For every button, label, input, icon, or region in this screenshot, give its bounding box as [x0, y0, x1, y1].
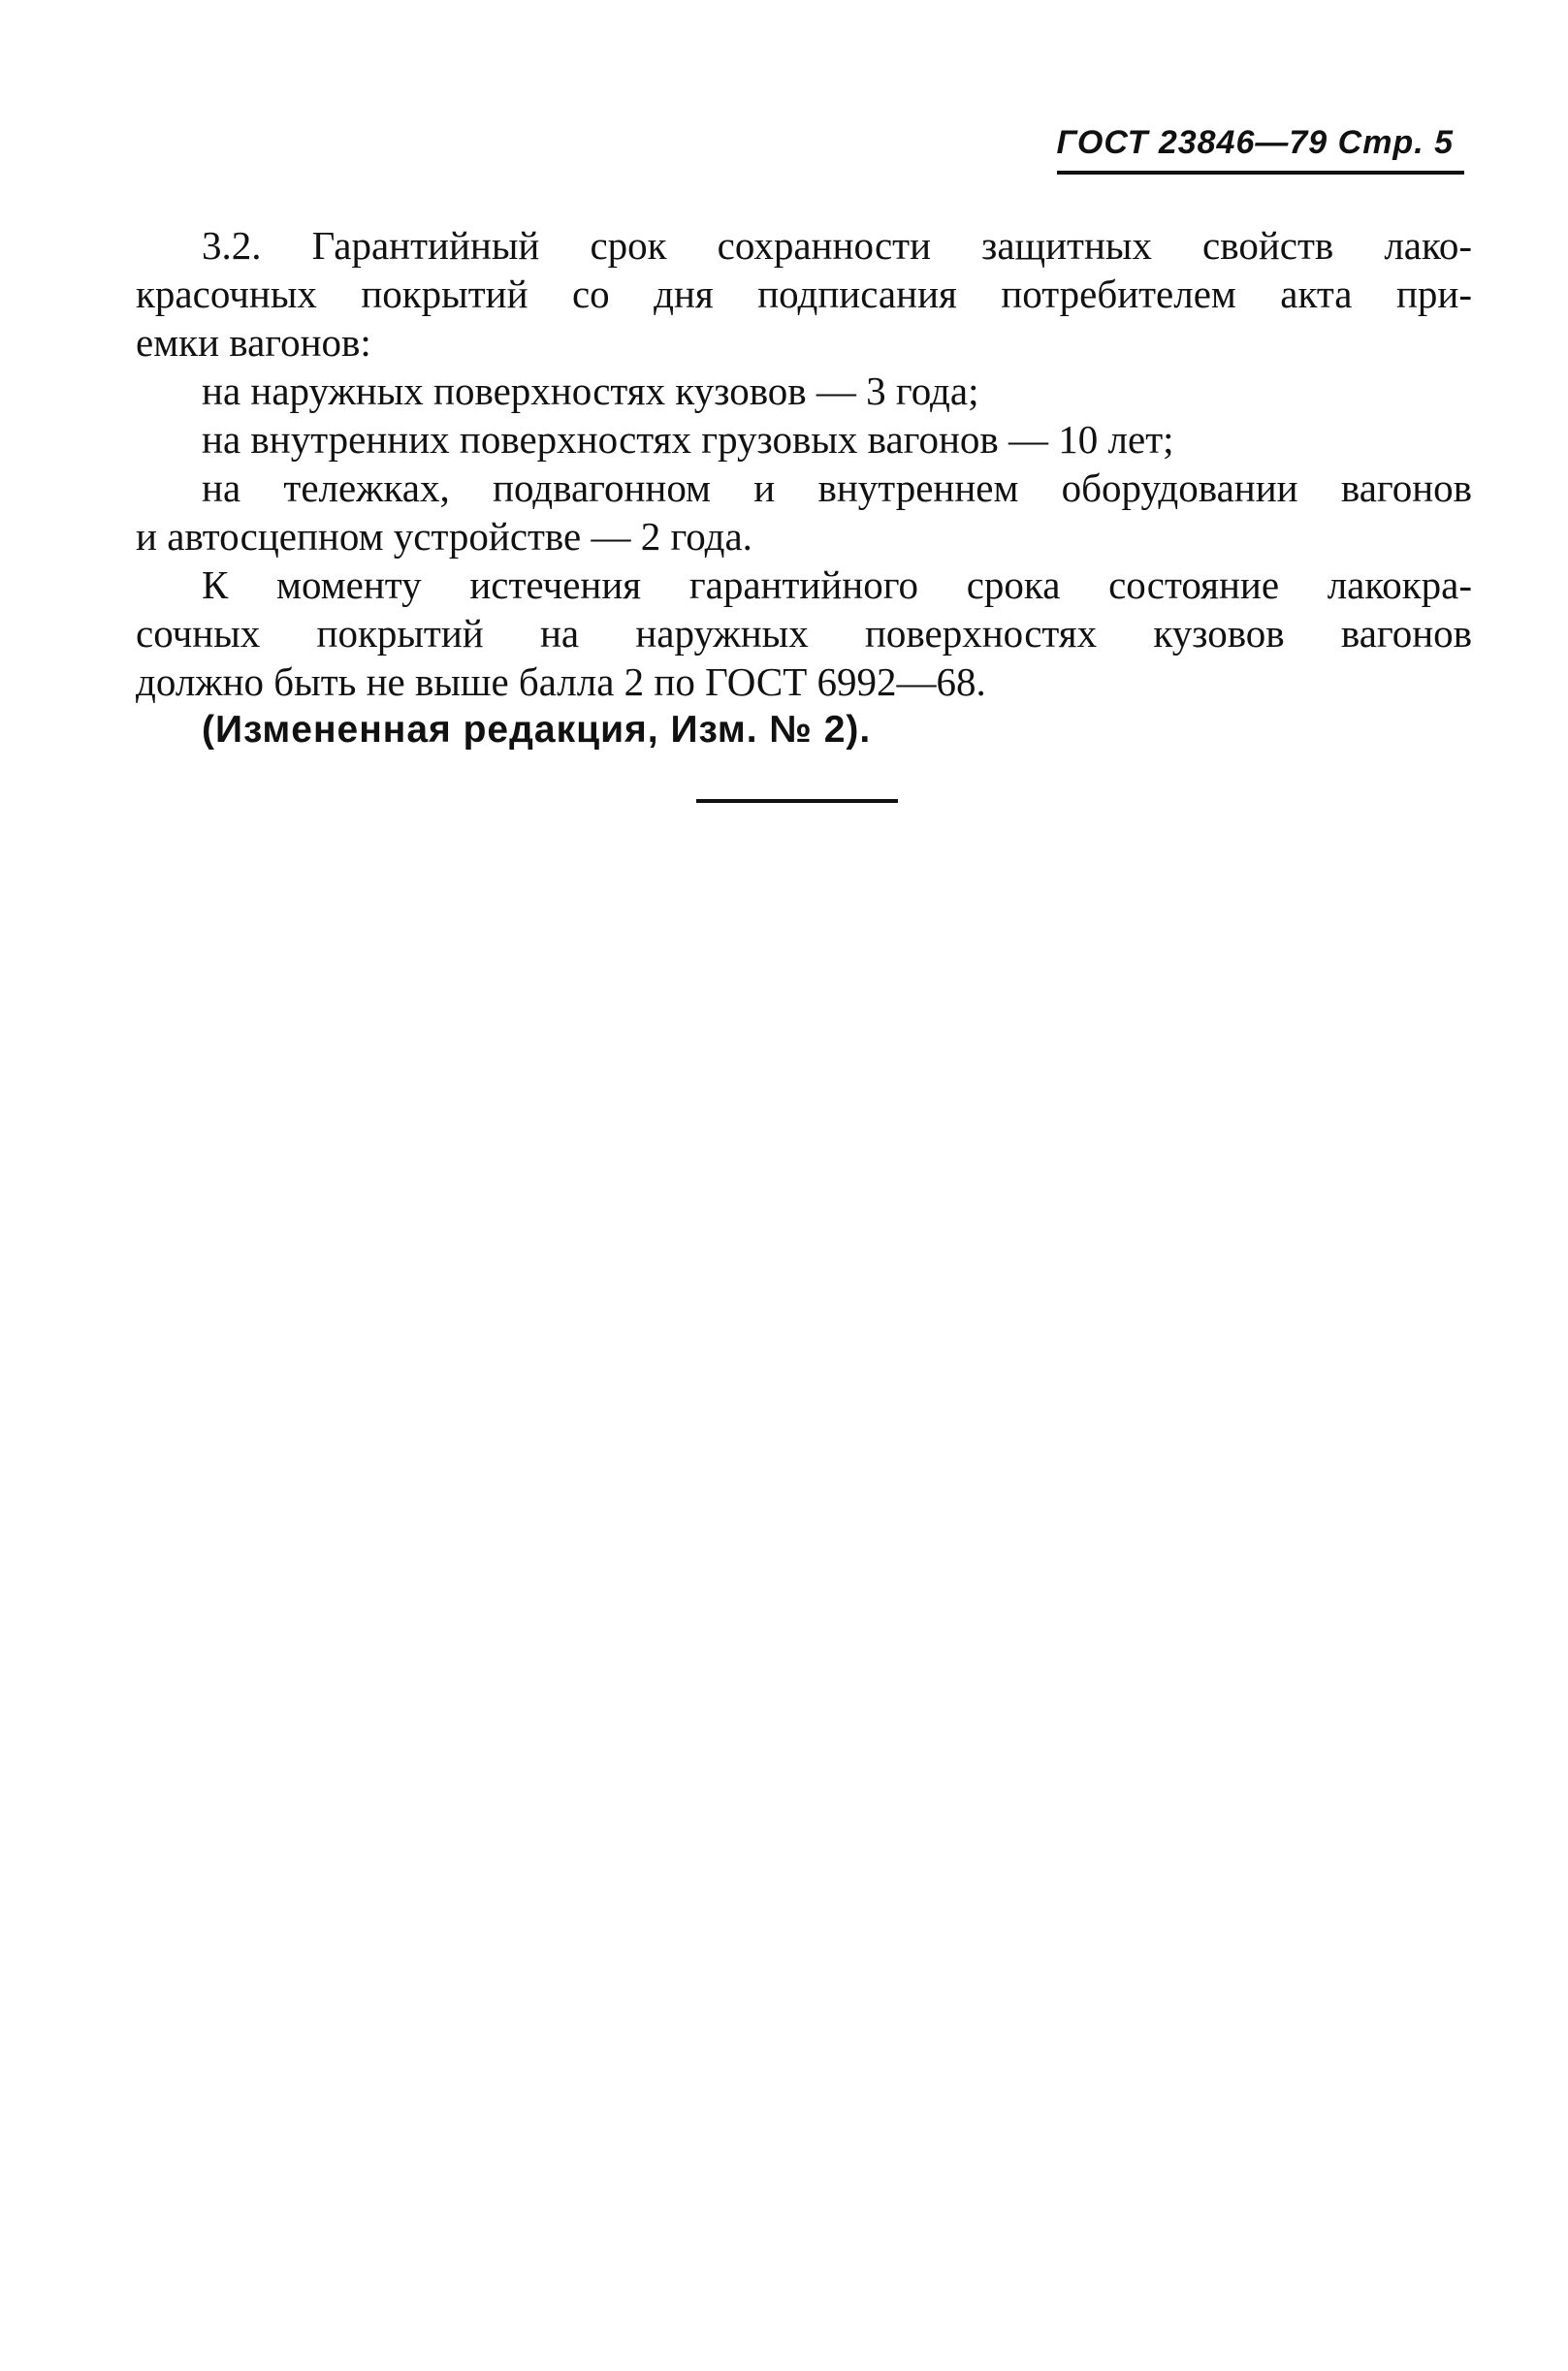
expiry-paragraph [136, 561, 1472, 706]
paragraph-line: сочных покрытий на наружных поверхностях кузовов вагонов [136, 611, 1472, 656]
clause-3-2 [136, 221, 1472, 367]
revision-note: (Измененная редакция, Изм. № 2). [202, 709, 872, 751]
running-header: ГОСТ 23846—79 Стр. 5 [1056, 124, 1454, 161]
paragraph-line: должно быть не выше балла 2 по ГОСТ 6992—68. [136, 659, 986, 704]
list-item: на тележках, подвагонном и внутреннем оборудовании вагонов [202, 465, 1472, 510]
list-item: на внутренних поверхностях грузовых вагонов — 10 лет; [202, 417, 1174, 462]
clause-line: 3.2. Гарантийный срок сохранности защитных свойств лако- [202, 223, 1472, 268]
paragraph-line: К моменту истечения гарантийного срока состояние лакокра- [202, 562, 1472, 607]
list-item: на наружных поверхностях кузовов — 3 года; [202, 368, 979, 413]
list-item-continuation: и автосцепном устройстве — 2 года. [136, 514, 752, 559]
page-body [136, 221, 1472, 754]
header-rule [1057, 171, 1464, 175]
clause-line: красочных покрытий со дня подписания потребителем акта при- [136, 272, 1472, 316]
warranty-items [136, 367, 1472, 561]
clause-line: емки вагонов: [136, 320, 371, 365]
end-of-text-rule [696, 799, 898, 803]
